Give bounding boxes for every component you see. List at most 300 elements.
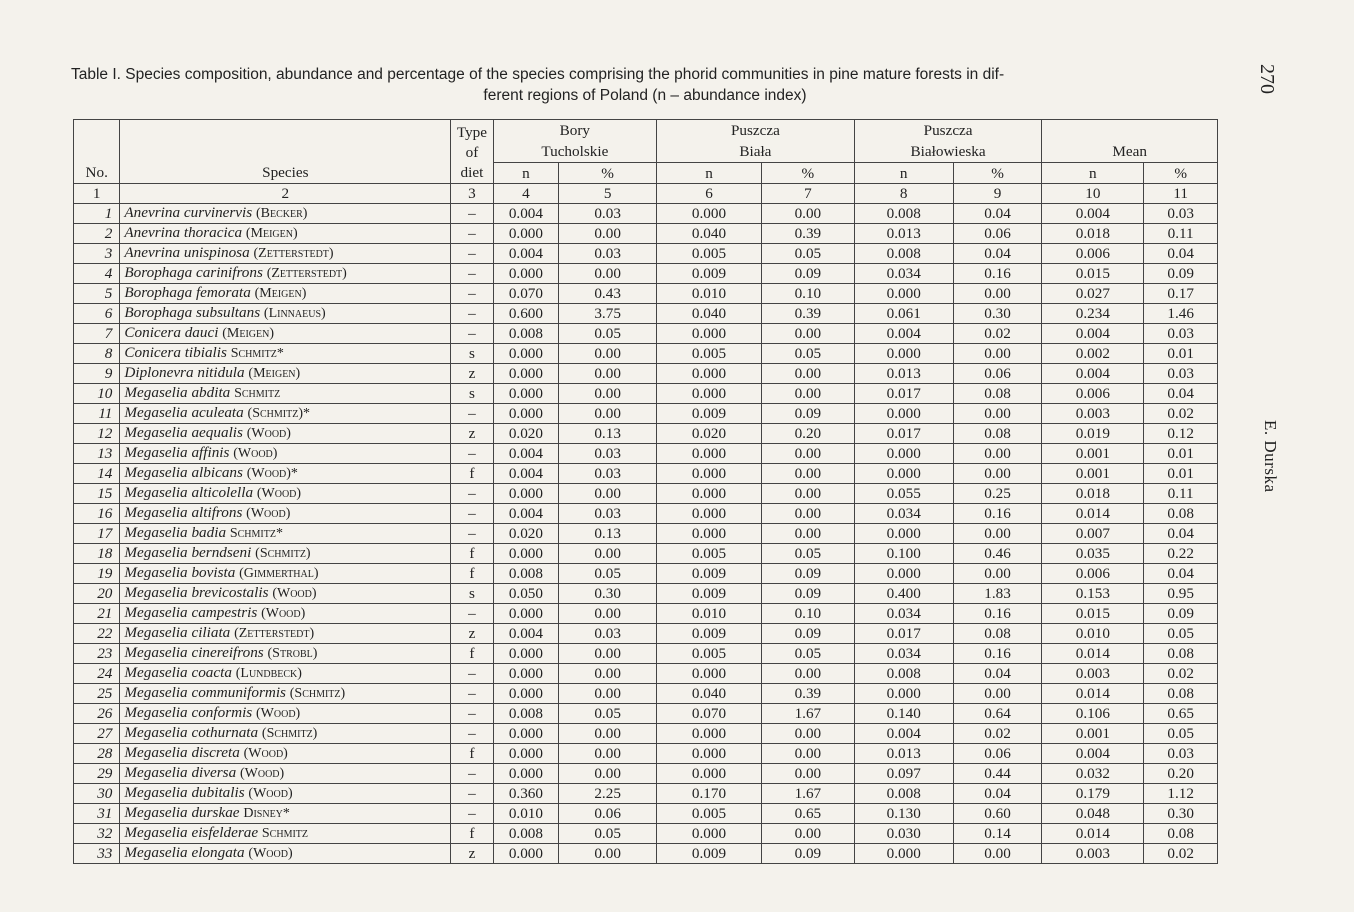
species-author: (Becker) — [255, 206, 308, 221]
puszcza-biala-n-cell: 0.000 — [657, 764, 762, 784]
puszcza-bialowieska-pct-cell: 0.04 — [953, 664, 1042, 684]
puszcza-bialowieska-n-cell: 0.000 — [854, 684, 953, 704]
puszcza-biala-n-cell: 0.000 — [657, 324, 762, 344]
bory-tucholskie-n-cell: 0.020 — [493, 424, 559, 444]
mean-n-cell: 0.014 — [1042, 504, 1144, 524]
puszcza-bialowieska-n-cell: 0.000 — [854, 844, 953, 864]
bory-tucholskie-n-cell: 0.000 — [493, 364, 559, 384]
row-number-cell: 31 — [74, 804, 120, 824]
puszcza-biala-pct-cell: 0.00 — [761, 444, 854, 464]
puszcza-biala-n-cell: 0.000 — [657, 484, 762, 504]
bory-tucholskie-pct-cell: 0.05 — [559, 824, 657, 844]
mean-n-cell: 0.006 — [1042, 384, 1144, 404]
table-row — [74, 764, 1218, 784]
bory-tucholskie-n-cell: 0.004 — [493, 244, 559, 264]
puszcza-biala-pct-cell: 0.09 — [761, 844, 854, 864]
bory-tucholskie-pct-cell: 0.03 — [559, 504, 657, 524]
puszcza-bialowieska-pct-cell: 0.06 — [953, 744, 1042, 764]
table-row — [74, 344, 1218, 364]
mean-pct-cell: 0.30 — [1144, 804, 1218, 824]
mean-n-cell: 0.014 — [1042, 684, 1144, 704]
bory-tucholskie-pct-cell: 0.03 — [559, 624, 657, 644]
table-row — [74, 724, 1218, 744]
species-name-cell — [120, 384, 451, 404]
species-name-cell — [120, 404, 451, 424]
puszcza-biala-n-cell: 0.000 — [657, 524, 762, 544]
diet-type-cell: s — [451, 384, 493, 404]
bory-tucholskie-n-cell: 0.000 — [493, 404, 559, 424]
mean-pct-cell: 0.22 — [1144, 544, 1218, 564]
species-name-cell — [120, 364, 451, 384]
diet-type-cell: z — [451, 424, 493, 444]
table-row — [74, 704, 1218, 724]
mean-n-cell: 0.003 — [1042, 404, 1144, 424]
species-name-cell — [120, 424, 451, 444]
mean-pct-cell: 0.20 — [1144, 764, 1218, 784]
bory-tucholskie-pct-cell: 0.00 — [559, 404, 657, 424]
mean-n-cell: 0.015 — [1042, 604, 1144, 624]
mean-n-cell: 0.153 — [1042, 584, 1144, 604]
puszcza-bialowieska-pct-cell: 0.30 — [953, 304, 1042, 324]
row-number-cell: 29 — [74, 764, 120, 784]
column-number: 3 — [451, 184, 493, 204]
bory-tucholskie-pct-cell: 0.00 — [559, 604, 657, 624]
puszcza-biala-pct-cell: 1.67 — [761, 784, 854, 804]
mean-n-cell: 0.003 — [1042, 664, 1144, 684]
species-binomial: Megaselia alticolella — [124, 484, 254, 501]
bory-tucholskie-n-cell: 0.008 — [493, 324, 559, 344]
puszcza-bialowieska-pct-cell: 0.04 — [953, 204, 1042, 224]
mean-n-cell: 0.001 — [1042, 444, 1144, 464]
puszcza-biala-pct-cell: 0.09 — [761, 404, 854, 424]
table-row — [74, 404, 1218, 424]
species-author: Schmitz — [234, 386, 281, 401]
mean-pct-cell: 0.03 — [1144, 364, 1218, 384]
mean-pct-cell: 0.01 — [1144, 344, 1218, 364]
species-binomial: Megaselia altifrons — [124, 504, 243, 521]
puszcza-biala-pct-cell: 0.00 — [761, 524, 854, 544]
species-name-cell — [120, 784, 451, 804]
row-number-cell: 2 — [74, 224, 120, 244]
table-row — [74, 844, 1218, 864]
table-row — [74, 424, 1218, 444]
page-number: 270 — [1256, 64, 1278, 94]
species-author: (Gimmerthal) — [239, 566, 319, 581]
mean-n-cell: 0.004 — [1042, 204, 1144, 224]
bory-tucholskie-n-cell: 0.004 — [493, 464, 559, 484]
table-row — [74, 784, 1218, 804]
row-number-cell: 3 — [74, 244, 120, 264]
mean-pct-cell: 0.01 — [1144, 464, 1218, 484]
table-row — [74, 224, 1218, 244]
header-n: n — [1042, 163, 1144, 184]
species-author: (Wood) — [272, 586, 317, 601]
header-puszcza-bialowieska — [854, 120, 1042, 163]
puszcza-biala-n-cell: 0.040 — [657, 304, 762, 324]
puszcza-bialowieska-n-cell: 0.004 — [854, 324, 953, 344]
puszcza-biala-pct-cell: 0.20 — [761, 424, 854, 444]
puszcza-bialowieska-pct-cell: 0.16 — [953, 604, 1042, 624]
puszcza-biala-n-cell: 0.000 — [657, 444, 762, 464]
header-diet-mid: of — [465, 144, 479, 161]
species-author: Schmitz* — [229, 526, 283, 541]
species-binomial: Borophaga carinifrons — [124, 264, 263, 281]
puszcza-biala-pct-cell: 0.39 — [761, 304, 854, 324]
species-author: (Lundbeck) — [235, 666, 302, 681]
header-mean: Mean — [1042, 120, 1218, 163]
header-pct: % — [761, 163, 854, 184]
table-body — [74, 204, 1218, 864]
bory-tucholskie-n-cell: 0.004 — [493, 504, 559, 524]
mean-pct-cell: 0.11 — [1144, 224, 1218, 244]
row-number-cell: 33 — [74, 844, 120, 864]
puszcza-biala-n-cell: 0.009 — [657, 264, 762, 284]
puszcza-biala-n-cell: 0.070 — [657, 704, 762, 724]
puszcza-biala-pct-cell: 0.00 — [761, 764, 854, 784]
puszcza-bialowieska-pct-cell: 0.46 — [953, 544, 1042, 564]
mean-pct-cell: 0.01 — [1144, 444, 1218, 464]
bory-tucholskie-n-cell: 0.000 — [493, 744, 559, 764]
mean-n-cell: 0.179 — [1042, 784, 1144, 804]
species-author: (Linnaeus) — [263, 306, 326, 321]
bory-tucholskie-pct-cell: 0.00 — [559, 484, 657, 504]
header-g1-bot: Tucholskie — [541, 143, 609, 160]
puszcza-biala-n-cell: 0.000 — [657, 724, 762, 744]
species-author: (Schmitz)* — [247, 406, 310, 421]
header-g2-top: Puszcza — [730, 122, 780, 139]
puszcza-bialowieska-pct-cell: 0.00 — [953, 284, 1042, 304]
bory-tucholskie-pct-cell: 0.05 — [559, 704, 657, 724]
diet-type-cell: f — [451, 544, 493, 564]
puszcza-bialowieska-pct-cell: 1.83 — [953, 584, 1042, 604]
table-row — [74, 604, 1218, 624]
species-name-cell — [120, 604, 451, 624]
species-binomial: Megaselia berndseni — [124, 544, 252, 561]
mean-n-cell: 0.001 — [1042, 724, 1144, 744]
puszcza-bialowieska-n-cell: 0.034 — [854, 644, 953, 664]
table-row — [74, 564, 1218, 584]
puszcza-bialowieska-pct-cell: 0.08 — [953, 624, 1042, 644]
puszcza-bialowieska-n-cell: 0.017 — [854, 624, 953, 644]
bory-tucholskie-n-cell: 0.000 — [493, 644, 559, 664]
diet-type-cell: f — [451, 644, 493, 664]
table-row — [74, 364, 1218, 384]
table-row — [74, 244, 1218, 264]
puszcza-biala-n-cell: 0.005 — [657, 244, 762, 264]
puszcza-bialowieska-n-cell: 0.008 — [854, 244, 953, 264]
puszcza-bialowieska-n-cell: 0.000 — [854, 464, 953, 484]
puszcza-bialowieska-n-cell: 0.097 — [854, 764, 953, 784]
bory-tucholskie-pct-cell: 0.00 — [559, 644, 657, 664]
bory-tucholskie-n-cell: 0.070 — [493, 284, 559, 304]
mean-n-cell: 0.019 — [1042, 424, 1144, 444]
diet-type-cell: – — [451, 484, 493, 504]
diet-type-cell: – — [451, 704, 493, 724]
puszcza-bialowieska-pct-cell: 0.08 — [953, 424, 1042, 444]
mean-pct-cell: 0.09 — [1144, 604, 1218, 624]
puszcza-bialowieska-n-cell: 0.008 — [854, 664, 953, 684]
puszcza-bialowieska-n-cell: 0.000 — [854, 524, 953, 544]
header-g1-top: Bory — [559, 122, 591, 139]
row-number-cell: 26 — [74, 704, 120, 724]
species-name-cell — [120, 544, 451, 564]
header-bory-tucholskie — [493, 120, 656, 163]
mean-n-cell: 0.027 — [1042, 284, 1144, 304]
bory-tucholskie-pct-cell: 0.00 — [559, 684, 657, 704]
mean-pct-cell: 0.08 — [1144, 504, 1218, 524]
species-name-cell — [120, 584, 451, 604]
row-number-cell: 20 — [74, 584, 120, 604]
mean-n-cell: 0.004 — [1042, 744, 1144, 764]
header-g3-bot: Białowieska — [910, 143, 986, 160]
row-number-cell: 6 — [74, 304, 120, 324]
puszcza-biala-n-cell: 0.010 — [657, 604, 762, 624]
bory-tucholskie-pct-cell: 0.00 — [559, 364, 657, 384]
species-name-cell — [120, 264, 451, 284]
mean-n-cell: 0.014 — [1042, 644, 1144, 664]
puszcza-biala-pct-cell: 0.00 — [761, 504, 854, 524]
puszcza-biala-pct-cell: 0.09 — [761, 584, 854, 604]
mean-pct-cell: 0.09 — [1144, 264, 1218, 284]
row-number-cell: 30 — [74, 784, 120, 804]
bory-tucholskie-pct-cell: 0.13 — [559, 424, 657, 444]
puszcza-bialowieska-n-cell: 0.004 — [854, 724, 953, 744]
bory-tucholskie-n-cell: 0.004 — [493, 624, 559, 644]
column-number: 1 — [74, 184, 120, 204]
puszcza-bialowieska-pct-cell: 0.16 — [953, 264, 1042, 284]
puszcza-biala-n-cell: 0.005 — [657, 644, 762, 664]
species-author: Schmitz — [261, 826, 309, 841]
table-row — [74, 744, 1218, 764]
row-number-cell: 15 — [74, 484, 120, 504]
puszcza-bialowieska-pct-cell: 0.08 — [953, 384, 1042, 404]
mean-pct-cell: 0.05 — [1144, 624, 1218, 644]
table-row — [74, 824, 1218, 844]
header-pct: % — [559, 163, 657, 184]
puszcza-bialowieska-pct-cell: 0.44 — [953, 764, 1042, 784]
mean-pct-cell: 0.03 — [1144, 204, 1218, 224]
puszcza-bialowieska-pct-cell: 0.00 — [953, 444, 1042, 464]
bory-tucholskie-pct-cell: 0.03 — [559, 244, 657, 264]
table-row — [74, 544, 1218, 564]
species-author: (Meigen) — [245, 226, 298, 241]
species-name-cell — [120, 504, 451, 524]
species-author: (Schmitz) — [255, 546, 311, 561]
table-row — [74, 264, 1218, 284]
diet-type-cell: s — [451, 584, 493, 604]
table-row — [74, 284, 1218, 304]
species-binomial: Megaselia brevicostalis — [124, 584, 269, 601]
caption-line-2: ferent regions of Poland (n – abundance index) — [483, 87, 807, 104]
species-binomial: Megaselia conformis — [124, 704, 253, 721]
diet-type-cell: – — [451, 604, 493, 624]
species-author: (Wood) — [248, 786, 293, 801]
puszcza-bialowieska-pct-cell: 0.64 — [953, 704, 1042, 724]
header-g3-top: Puszcza — [923, 122, 973, 139]
puszcza-biala-pct-cell: 0.09 — [761, 624, 854, 644]
puszcza-biala-pct-cell: 1.67 — [761, 704, 854, 724]
mean-n-cell: 0.010 — [1042, 624, 1144, 644]
species-binomial: Anevrina unispinosa — [124, 244, 250, 261]
bory-tucholskie-n-cell: 0.000 — [493, 684, 559, 704]
running-head: E. Durska — [1261, 420, 1280, 493]
puszcza-biala-n-cell: 0.009 — [657, 844, 762, 864]
puszcza-biala-pct-cell: 0.39 — [761, 224, 854, 244]
mean-n-cell: 0.003 — [1042, 844, 1144, 864]
species-binomial: Megaselia aequalis — [124, 424, 243, 441]
bory-tucholskie-pct-cell: 0.06 — [559, 804, 657, 824]
puszcza-biala-n-cell: 0.000 — [657, 664, 762, 684]
puszcza-bialowieska-n-cell: 0.000 — [854, 404, 953, 424]
puszcza-biala-n-cell: 0.005 — [657, 804, 762, 824]
header-n: n — [493, 163, 559, 184]
puszcza-biala-n-cell: 0.009 — [657, 564, 762, 584]
species-binomial: Megaselia elongata — [124, 844, 245, 861]
species-binomial: Megaselia badia — [124, 524, 227, 541]
species-binomial: Megaselia cothurnata — [124, 724, 259, 741]
bory-tucholskie-pct-cell: 0.03 — [559, 204, 657, 224]
table-row — [74, 324, 1218, 344]
mean-pct-cell: 0.11 — [1144, 484, 1218, 504]
puszcza-biala-pct-cell: 0.05 — [761, 644, 854, 664]
column-number: 9 — [953, 184, 1042, 204]
puszcza-bialowieska-n-cell: 0.000 — [854, 564, 953, 584]
diet-type-cell: – — [451, 244, 493, 264]
table-caption — [60, 64, 1230, 106]
species-author: (Wood) — [256, 486, 302, 501]
mean-n-cell: 0.018 — [1042, 224, 1144, 244]
diet-type-cell: – — [451, 664, 493, 684]
puszcza-bialowieska-pct-cell: 0.16 — [953, 644, 1042, 664]
species-author: (Schmitz) — [289, 686, 346, 701]
header-species: Species — [120, 120, 451, 184]
mean-pct-cell: 0.04 — [1144, 244, 1218, 264]
header-diet-top: Type — [456, 124, 488, 141]
row-number-cell: 32 — [74, 824, 120, 844]
species-author: (Wood) — [246, 426, 291, 441]
mean-n-cell: 0.004 — [1042, 364, 1144, 384]
bory-tucholskie-n-cell: 0.000 — [493, 724, 559, 744]
table-row — [74, 804, 1218, 824]
column-number: 11 — [1144, 184, 1218, 204]
row-number-cell: 1 — [74, 204, 120, 224]
row-number-cell: 5 — [74, 284, 120, 304]
mean-pct-cell: 0.04 — [1144, 564, 1218, 584]
puszcza-biala-pct-cell: 0.00 — [761, 744, 854, 764]
puszcza-bialowieska-n-cell: 0.034 — [854, 504, 953, 524]
mean-pct-cell: 0.05 — [1144, 724, 1218, 744]
puszcza-bialowieska-n-cell: 0.061 — [854, 304, 953, 324]
mean-pct-cell: 0.08 — [1144, 684, 1218, 704]
species-name-cell — [120, 804, 451, 824]
puszcza-biala-pct-cell: 0.00 — [761, 724, 854, 744]
bory-tucholskie-pct-cell: 0.30 — [559, 584, 657, 604]
puszcza-bialowieska-n-cell: 0.008 — [854, 784, 953, 804]
table-row — [74, 484, 1218, 504]
header-n: n — [854, 163, 953, 184]
species-binomial: Anevrina thoracica — [124, 224, 243, 241]
diet-type-cell: s — [451, 344, 493, 364]
diet-type-cell: – — [451, 224, 493, 244]
puszcza-bialowieska-pct-cell: 0.16 — [953, 504, 1042, 524]
species-author: (Strobl) — [267, 646, 318, 661]
bory-tucholskie-pct-cell: 0.00 — [559, 544, 657, 564]
mean-pct-cell: 1.12 — [1144, 784, 1218, 804]
diet-type-cell: – — [451, 264, 493, 284]
puszcza-bialowieska-pct-cell: 0.02 — [953, 724, 1042, 744]
puszcza-biala-pct-cell: 0.09 — [761, 564, 854, 584]
puszcza-bialowieska-n-cell: 0.055 — [854, 484, 953, 504]
mean-n-cell: 0.007 — [1042, 524, 1144, 544]
diet-type-cell: – — [451, 684, 493, 704]
mean-pct-cell: 0.02 — [1144, 664, 1218, 684]
mean-pct-cell: 0.03 — [1144, 324, 1218, 344]
species-name-cell — [120, 824, 451, 844]
caption-line-1: Table I. Species composition, abundance and percentage of the species comprising the phorid communities in pine mature forests in dif- — [71, 66, 1005, 83]
species-binomial: Megaselia cinereifrons — [124, 644, 264, 661]
species-binomial: Conicera tibialis — [124, 344, 227, 361]
species-author: (Zetterstedt) — [253, 246, 334, 261]
row-number-cell: 16 — [74, 504, 120, 524]
table-row — [74, 464, 1218, 484]
species-binomial: Megaselia campestris — [124, 604, 258, 621]
species-name-cell — [120, 844, 451, 864]
table-row — [74, 204, 1218, 224]
bory-tucholskie-n-cell: 0.000 — [493, 844, 559, 864]
table-row — [74, 444, 1218, 464]
species-binomial: Megaselia communiformis — [124, 684, 286, 701]
diet-type-cell: – — [451, 524, 493, 544]
diet-type-cell: – — [451, 504, 493, 524]
diet-type-cell: f — [451, 744, 493, 764]
species-binomial: Megaselia dubitalis — [124, 784, 245, 801]
mean-n-cell: 0.002 — [1042, 344, 1144, 364]
mean-n-cell: 0.035 — [1042, 544, 1144, 564]
bory-tucholskie-n-cell: 0.020 — [493, 524, 559, 544]
column-number: 5 — [559, 184, 657, 204]
species-author: Schmitz* — [230, 346, 284, 361]
puszcza-biala-pct-cell: 0.00 — [761, 364, 854, 384]
species-name-cell — [120, 684, 451, 704]
bory-tucholskie-n-cell: 0.000 — [493, 344, 559, 364]
header-g2-bot: Biała — [739, 143, 772, 160]
mean-pct-cell: 0.04 — [1144, 384, 1218, 404]
row-number-cell: 4 — [74, 264, 120, 284]
puszcza-biala-n-cell: 0.000 — [657, 204, 762, 224]
table-row — [74, 644, 1218, 664]
species-author: (Wood) — [243, 746, 288, 761]
puszcza-bialowieska-n-cell: 0.013 — [854, 744, 953, 764]
bory-tucholskie-n-cell: 0.000 — [493, 384, 559, 404]
mean-pct-cell: 0.17 — [1144, 284, 1218, 304]
mean-pct-cell: 0.12 — [1144, 424, 1218, 444]
species-author: (Wood)* — [246, 466, 298, 481]
table-row — [74, 624, 1218, 644]
puszcza-biala-n-cell: 0.170 — [657, 784, 762, 804]
mean-n-cell: 0.006 — [1042, 564, 1144, 584]
bory-tucholskie-n-cell: 0.000 — [493, 604, 559, 624]
diet-type-cell: f — [451, 824, 493, 844]
species-name-cell — [120, 464, 451, 484]
header-pct: % — [1144, 163, 1218, 184]
species-author: Disney* — [243, 806, 290, 821]
puszcza-biala-n-cell: 0.005 — [657, 544, 762, 564]
diet-type-cell: – — [451, 324, 493, 344]
puszcza-bialowieska-pct-cell: 0.04 — [953, 244, 1042, 264]
table-row — [74, 504, 1218, 524]
bory-tucholskie-pct-cell: 0.03 — [559, 464, 657, 484]
species-name-cell — [120, 764, 451, 784]
